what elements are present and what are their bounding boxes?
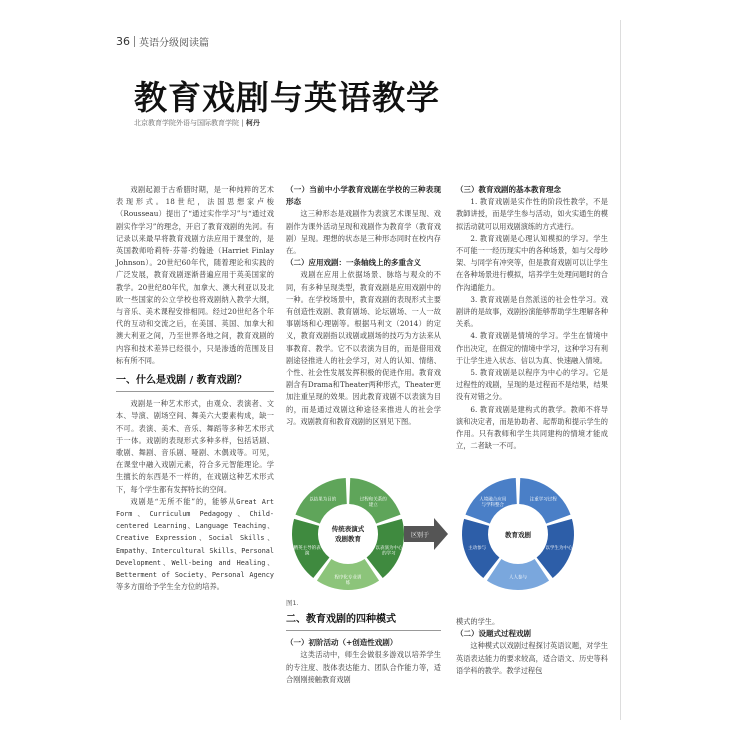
right-ring-segment-label: 人境融合应用 — [479, 497, 507, 503]
header-divider — [134, 36, 135, 47]
subheading: （三）教育戏剧的基本教育理念 — [456, 185, 561, 194]
byline — [134, 118, 260, 128]
english-terms: Great Art Form、Curriculum Pedagogy、Child-centered Learning、Language Teaching、Creative Expression、Social Skills、Empathy、Intercultural Skills、Personal Development、Well-being and Healing、Betterment of Society、Personal Agency — [116, 497, 274, 580]
list-item: 5. 教育戏剧是以程序为中心的学习。它是过程性的戏剧，呈现的是过程而不是结果，结果没有对错之分。 — [456, 368, 608, 402]
column-3-continued — [456, 616, 608, 677]
subheading: （二）应用戏剧：一条轴线上的多重含义 — [286, 258, 421, 268]
page-number: 36 — [116, 35, 130, 48]
left-center-circle — [321, 507, 375, 561]
section-heading-1: 一、什么是戏剧 / 教育戏剧？ — [116, 375, 274, 392]
column-2 — [286, 184, 441, 428]
left-ring-segment-label: 过程和关系的 — [359, 497, 387, 503]
subheading: （二）设题式过程戏剧 — [456, 629, 531, 639]
left-center-label-2: 戏剧教育 — [335, 535, 361, 543]
column-1 — [116, 184, 274, 594]
list-item: 2. 教育戏剧是心理认知模拟的学习。学生不可能一一经历现实中的各种场景，如与父母吵架、与同学有冲突等，但是教育戏剧可以让学生在各种场景进行模拟，培养学生处理问题时的合作沟通能力。 — [456, 233, 608, 292]
figure-caption: 图1. — [286, 599, 299, 607]
comparison-diagram — [286, 474, 612, 594]
paragraph: 戏剧是一种艺术形式，由观众、表演者、文本、导演、剧场空间、舞美六大要素构成，缺一不可。表演、美术、音乐、舞蹈等多种艺术形式于一体。戏剧的表现形式多种多样，包括话剧、歌剧、舞剧、音乐剧、哑剧、木偶戏等。可见，在课堂中融入戏剧元素，符合多元智能理论。学生擅长的东西是不一样的，在戏剧这种艺术形式下，每个学生都有发挥特长的空间。 — [116, 399, 274, 494]
paragraph: 戏剧在应用上依据场景、脉络与观众的不同，有多种呈现类型，教育戏剧是应用戏剧中的一种。在学校场景中，教育戏剧的表现形式主要有创造性戏剧、教育剧场、论坛剧场、一人一故事剧场和心理剧等。根据马利文（2014）的定义，教育戏剧指以戏剧或剧场的技巧为方法来从事教育、教学。它不以表演为目的，而是借用戏剧途径推进人的社会学习，对人的认知、情绪、个性、社会性发展发挥积极的促进作用。教育戏剧含有Drama和Theater两种形式，Theater更加注重呈现的效果。因此教育戏剧不以表演为目的，而是通过戏剧这种途径来推进人的社会学习。戏剧教育和教育戏剧的区别见下图。 — [286, 270, 441, 426]
right-ring-segment-label: 注重学习过程 — [529, 497, 557, 503]
page-edge-rule — [620, 20, 621, 720]
section-2 — [286, 614, 441, 686]
paragraph: 模式的学生。 — [456, 617, 500, 626]
right-ring-segment — [487, 559, 549, 590]
left-ring-segment-label: 建立 — [368, 503, 378, 509]
left-ring-segment-label: 以表演为中心 — [375, 545, 403, 551]
left-ring-segment-label: 练 — [345, 581, 351, 586]
paragraph: 这三种形态是戏剧作为表演艺术课呈现、戏剧作为课外活动呈现和戏剧作为教育学（教育戏剧）呈现。理想的状态是三种形态同时在校内存在。 — [286, 209, 441, 256]
right-ring-segment-label: 主动参与 — [468, 545, 487, 551]
list-item: 4. 教育戏剧是情境的学习。学生在情境中作出决定，在假定的情境中学习，这种学习有利于让学生进入状态、信以为真、快速融入情境。 — [456, 331, 608, 365]
arrow-head — [434, 518, 448, 550]
section-label: 英语分级阅读篇 — [139, 38, 209, 49]
right-ring-segment-label: 以学生为中心 — [545, 545, 573, 551]
left-ring-segment-label: 精英主导的表 — [293, 545, 321, 551]
running-header — [116, 34, 209, 49]
intro-paragraph: 戏剧起源于古希腊时期，是一种纯粹的艺术表现形式。18世纪，法国思想家卢梭（Rousseau）提出了“通过实作学习”与“通过戏剧实作学习”的理念，开启了教育戏剧的先河。有记录以来最早将教育戏剧方法应用于课堂的，是英国教师哈莉特·芬蒂·约翰逊（Harriet Finlay Johnson）。20世纪60年代，随着理论和实践的广泛发展，教育戏剧逐渐普遍应用于英美国家的教学。20世纪80年代，加拿大、澳大利亚以及北欧一些国家的公立学校也将戏剧纳入教学大纲，与音乐、美术课程安排相同。经过20世纪各个年代的互动和交流之后，在美国、英国、加拿大和澳大利亚之间，乃至世界各地之间，教育戏剧的内容和技术差异已经很小，只是渗透的范围及目标有所不同。 — [116, 185, 274, 365]
right-ring-segment-label: 与学科整合 — [481, 503, 504, 509]
author: 柯丹 — [245, 119, 260, 127]
paragraph: 这种模式以戏剧过程探讨英语议题，对学生英语表达能力的要求较高，适合语文、历史等科语学科的教学。教学过程包 — [456, 641, 608, 675]
paragraph — [116, 496, 274, 594]
right-ring-segment-label: 人人参与 — [509, 575, 527, 581]
paragraph-text: 等多方面给予学生全方位的培养。 — [116, 582, 224, 592]
list-item: 6. 教育戏剧是建构式的教学。教师不将导演和决定者，而是协助者、起帮助和提示学生的作用。只有教师和学生共同建构的情境才能成立，二者缺一不可。 — [456, 404, 608, 451]
left-center-label-1: 传统表演式 — [331, 525, 365, 533]
left-ring-segment-label: 程序化专业训 — [334, 575, 362, 581]
column-3 — [456, 184, 608, 452]
left-ring-segment-label: 以结果为目的 — [309, 497, 337, 503]
right-center-label: 教育戏剧 — [505, 531, 531, 539]
paragraph: 这类活动中，师生会做很多游戏以培养学生的专注度、肢体表达能力、团队合作能力等，适合刚刚接触教育戏剧 — [286, 650, 441, 684]
arrow-label: 区别于 — [410, 532, 430, 539]
list-item: 1. 教育戏剧是实作性的阶段性教学，不是教師讲授，而是学生参与活动，如火实通生的模拟活动就可以用戏剧演练的方式进行。 — [456, 197, 608, 231]
subheading: （一）初阶活动（+创造性戏剧） — [286, 638, 398, 648]
byline-divider: | — [241, 119, 246, 127]
left-ring-segment-label: 演 — [304, 551, 310, 557]
section-heading-2: 二、教育戏剧的四种模式 — [286, 614, 441, 631]
subheading: （一）当前中小学教育戏剧在学校的三种表现形态 — [286, 185, 441, 207]
left-ring-segment-label: 的学习 — [382, 551, 396, 557]
affiliation: 北京教育学院外语与国际教育学院 — [134, 119, 239, 127]
list-item: 3. 教育戏剧是自然派送的社会性学习。戏剧讲的是故事，戏剧扮演能够帮助学生理解各种关系。 — [456, 294, 608, 329]
article-title: 教育戏剧与英语教学 — [134, 78, 440, 117]
paragraph-text: 戏剧是“无所不能”的，能够从 — [130, 496, 237, 506]
